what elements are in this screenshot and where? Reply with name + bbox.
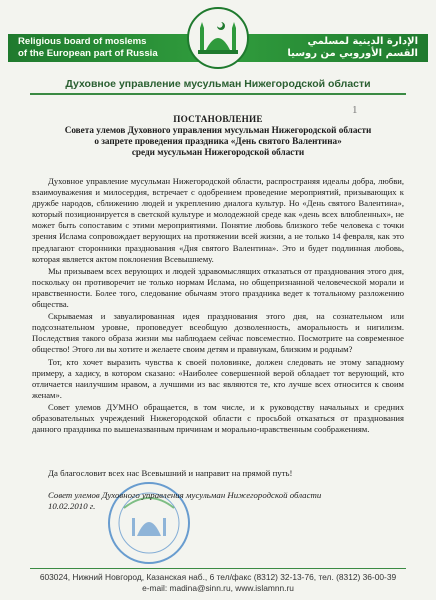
signature-block [48,490,321,512]
letterhead-english-line2: of the European part of Russia [18,48,158,59]
letterhead-divider [30,93,406,95]
footer-email: e-mail: madina@sinn.ru, www.islamnn.ru [142,582,294,593]
letterhead-arabic-line2: القسم الأوروبي من روسيا [287,48,418,59]
title-line-2: Совета улемов Духовного управления мусульман Нижегородской области [64,125,372,135]
letterhead-subtitle: Духовное управление мусульман Нижегородской области [65,78,371,90]
document-body [32,176,404,436]
letterhead-english [18,36,168,60]
handwritten-mark: 1 [352,104,358,116]
title-line-3: о запрете проведения праздника «День святого Валентина» [94,136,342,146]
signature-council: Совет улемов Духовного управления мусульман Нижегородской области [48,490,322,500]
paragraph-3: Скрываемая и завуалированная идея празднования этого дня, на сознательном или подсознательном уровне, проповедует всеобщую дозволенность, аморальность и нигилизм. Последствия такого образа жизни мы наблюдаем сейчас повсеместно. Посмотрите на современное общество! Этого ли вы хотите и желаете своим детям и правнукам, близким и родным? [32,311,404,355]
title-line-1: ПОСТАНОВЛЕНИЕ [173,114,263,124]
paragraph-4: Тот, кто хочет выразить чувства к своей половинке, должен следовать не этому западному примеру, а хадису, в котором сказано: «Наиболее совершенной верой обладает тот верующий, кто отличается наилучшим нравом, а лучшими из вас являются те, кто лучше всех относится к своим женам». [32,356,404,400]
letterhead-arabic-line1: الإدارة الدينية لمسلمي [307,36,418,47]
letterhead-arabic [268,36,418,60]
footer-contacts [0,572,436,593]
title-line-4: среди мусульман Нижегородской области [131,147,305,157]
paragraph-2: Мы призываем всех верующих и людей здравомыслящих отказаться от празднования этого дня, поскольку он противоречит не только нормам Ислама, но общепризнанной человеческой морали и нравственности. Более того, следование обычаям этого праздника ведет к тотальному разложению общества. [32,265,404,310]
footer-address: 603024, Нижний Новгород, Казанская наб., 6 тел/факс (8312) 32-13-76, тел. (8312) 36-00-39 [39,572,397,582]
paragraph-1: Духовное управление мусульман Нижегородской области, распространяя идеалы добра, любви, взаимоуважения и милосердия, встречает с одобрением проведение мероприятий, призывающих к дружбе народов, сближению людей и укреплению диалога культур. Но «День святого Валентина», который позиционируется в светской культуре и молодежной среде как «день всех влюбленных», не может быть сопоставим с этими мероприятиями. Понятие любовь близкого тебе человека с точки зрения Ислама сопровождает верующих на протяжении всей жизни, а не только 14 февраля, как это предлагают сторонники празднования «Дня святого Валентина». Это и будет подлинная любовь, которая является актом поклонения Всевышнему. [32,176,404,264]
footer-divider [30,568,406,569]
document-title [30,114,406,158]
paragraph-5: Совет улемов ДУМНО обращается, в том числе, и к руководству начальных и средних образовательных учреждений Нижегородской области с просьбой отказаться от празднования данного праздника по вышеназванным причинам и морально-нравственным соображениям. [32,401,404,435]
mosque-logo-icon [186,6,250,70]
closing-blessing: Да благословит всех нас Всевышний и направит на прямой путь! [48,468,293,478]
letterhead-english-line1: Religious board of moslems [18,36,147,47]
signature-date: 10.02.2010 г. [48,501,96,511]
